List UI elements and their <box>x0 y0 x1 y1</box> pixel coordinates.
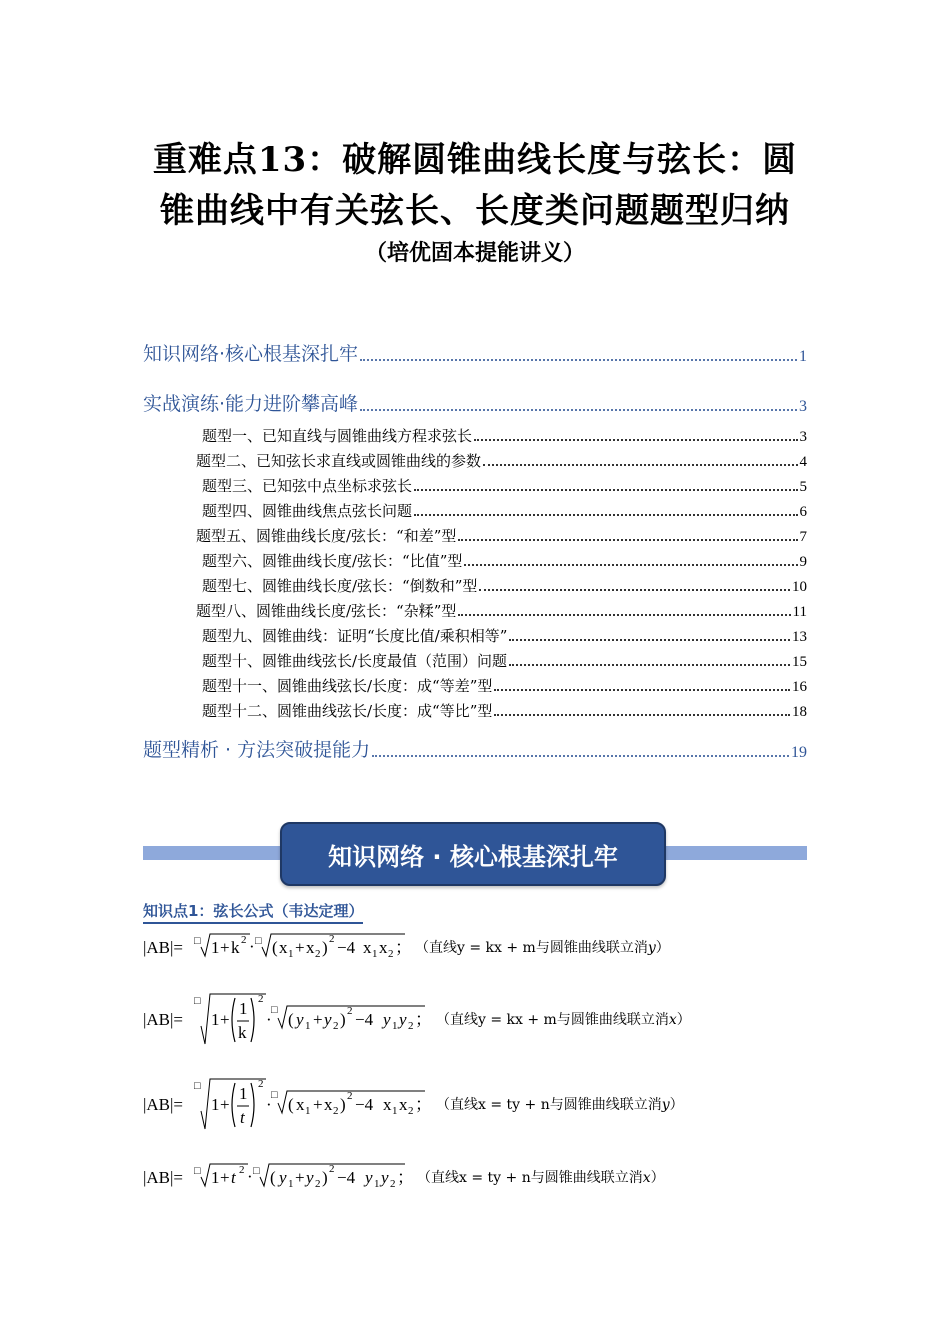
svg-text:x: x <box>306 938 315 957</box>
svg-text:−4: −4 <box>355 1010 374 1029</box>
svg-text:1: 1 <box>305 1105 311 1117</box>
svg-text:1: 1 <box>305 1020 311 1032</box>
toc-section-2[interactable] <box>143 388 807 416</box>
toc-item-label: 题型十二、圆锥曲线弦长/长度：成“等比”型 <box>202 702 493 720</box>
document-title-line1: 重难点13：破解圆锥曲线长度与弦长：圆 <box>152 140 798 180</box>
svg-text:+: + <box>295 938 305 957</box>
formula-4 <box>143 1160 807 1190</box>
toc-item-10[interactable] <box>202 649 807 671</box>
svg-text:k: k <box>231 938 240 957</box>
toc-section-label: 题型精析 · 方法突破提能力 <box>143 739 371 761</box>
svg-text:t: t <box>231 1168 236 1187</box>
svg-text:2: 2 <box>333 1105 339 1117</box>
svg-text:□: □ <box>194 935 201 947</box>
svg-text:（直线y = kx + m与圆锥曲线联立消x）: （直线y = kx + m与圆锥曲线联立消x） <box>436 1012 691 1028</box>
toc-page-number: 4 <box>799 454 807 470</box>
svg-text:+: + <box>313 1010 323 1029</box>
svg-text:□: □ <box>255 935 262 947</box>
svg-text:+: + <box>220 1010 230 1029</box>
formula-1 <box>143 930 807 960</box>
svg-text:): ) <box>322 938 328 957</box>
toc-item-1[interactable] <box>202 424 807 446</box>
svg-text:y: y <box>383 1010 391 1029</box>
svg-text:(: ( <box>272 938 278 957</box>
toc-item-label: 题型十一、圆锥曲线弦长/长度：成“等差”型 <box>202 677 493 695</box>
svg-text:+: + <box>220 938 230 957</box>
svg-text:；: ； <box>415 1095 432 1114</box>
toc-section-label: 实战演练·能力进阶攀高峰 <box>143 393 359 415</box>
svg-text:；: ； <box>397 1168 414 1187</box>
toc-page-number: 6 <box>799 504 807 520</box>
toc-item-2[interactable] <box>196 449 807 471</box>
svg-text:(: ( <box>270 1168 276 1187</box>
toc-page-number: 5 <box>799 479 807 495</box>
svg-text:x: x <box>279 938 288 957</box>
toc-page-number: 7 <box>799 529 807 545</box>
formula-1-svg <box>143 930 807 960</box>
toc-item-12[interactable] <box>202 699 807 721</box>
svg-text:+: + <box>220 1168 230 1187</box>
svg-text:(: ( <box>288 1095 294 1114</box>
svg-text:x: x <box>399 1095 408 1114</box>
toc-item-9[interactable] <box>202 624 807 646</box>
document-title-line2: 锥曲线中有关弦长、长度类问题题型归纳 <box>160 191 790 231</box>
toc-page-number: 3 <box>799 398 807 415</box>
banner-band-right <box>660 846 807 860</box>
svg-text:1: 1 <box>392 1105 398 1117</box>
svg-text:1: 1 <box>374 1178 380 1190</box>
svg-text:1: 1 <box>372 948 378 960</box>
knowledge-point-heading: 知识点1：弦长公式（韦达定理） <box>143 900 363 924</box>
svg-text:−4: −4 <box>355 1095 374 1114</box>
svg-text:·: · <box>249 937 255 956</box>
toc-item-label: 题型三、已知弦中点坐标求弦长 <box>202 477 413 495</box>
svg-text:；: ； <box>415 1010 432 1029</box>
svg-text:−4: −4 <box>337 1168 356 1187</box>
svg-text:2: 2 <box>315 948 321 960</box>
svg-text:y: y <box>279 1168 287 1187</box>
svg-text:2: 2 <box>408 1105 414 1117</box>
section-banner: 知识网络 · 核心根基深扎牢 <box>280 822 666 886</box>
toc-item-label: 题型一、已知直线与圆锥曲线方程求弦长 <box>202 427 473 445</box>
svg-text:（直线x = ty + n与圆锥曲线联立消y）: （直线x = ty + n与圆锥曲线联立消y） <box>436 1097 684 1113</box>
svg-text:2: 2 <box>241 934 247 946</box>
toc-page-number: 10 <box>792 579 807 595</box>
toc-page-number: 3 <box>799 429 807 445</box>
svg-text:2: 2 <box>239 1164 245 1176</box>
svg-text:2: 2 <box>347 1090 353 1102</box>
svg-text:+: + <box>313 1095 323 1114</box>
toc-page-number: 11 <box>792 604 807 620</box>
toc-item-6[interactable] <box>202 549 807 571</box>
formula-2 <box>143 990 807 1048</box>
svg-text:1: 1 <box>211 1095 220 1114</box>
svg-text:x: x <box>383 1095 392 1114</box>
svg-text:2: 2 <box>388 948 394 960</box>
svg-text:2: 2 <box>347 1005 353 1017</box>
svg-text:2: 2 <box>329 933 335 945</box>
toc-item-label: 题型五、圆锥曲线长度/弦长：“和差”型 <box>196 527 457 545</box>
svg-text:·: · <box>247 1167 253 1186</box>
toc-item-label: 题型十、圆锥曲线弦长/长度最值（范围）问题 <box>202 652 508 670</box>
svg-text:1: 1 <box>211 1010 220 1029</box>
svg-text:1: 1 <box>288 1178 294 1190</box>
svg-text:2: 2 <box>258 1078 264 1090</box>
toc-item-7[interactable] <box>202 574 807 596</box>
svg-text:): ) <box>340 1010 346 1029</box>
svg-text:1: 1 <box>239 1084 248 1103</box>
toc-item-label: 题型八、圆锥曲线长度/弦长：“杂糅”型 <box>196 602 457 620</box>
svg-text:+: + <box>295 1168 305 1187</box>
svg-text:□: □ <box>253 1165 260 1177</box>
svg-text:|AB|=: |AB|= <box>143 938 184 957</box>
svg-text:+: + <box>220 1095 230 1114</box>
svg-text:（直线y = kx + m与圆锥曲线联立消y）: （直线y = kx + m与圆锥曲线联立消y） <box>415 940 670 956</box>
svg-text:2: 2 <box>315 1178 321 1190</box>
toc-item-label: 题型九、圆锥曲线：证明“长度比值/乘积相等” <box>202 627 508 645</box>
toc-page-number: 13 <box>792 629 807 645</box>
svg-text:2: 2 <box>329 1163 335 1175</box>
toc-item-11[interactable] <box>202 674 807 696</box>
svg-text:(: ( <box>288 1010 294 1029</box>
svg-text:1: 1 <box>288 948 294 960</box>
svg-text:y: y <box>381 1168 389 1187</box>
svg-text:（直线x = ty + n与圆锥曲线联立消x）: （直线x = ty + n与圆锥曲线联立消x） <box>417 1170 665 1186</box>
banner-band-left <box>143 846 283 860</box>
svg-text:−4: −4 <box>337 938 356 957</box>
toc-item-5[interactable] <box>196 524 807 546</box>
toc-item-label: 题型四、圆锥曲线焦点弦长问题 <box>202 502 413 520</box>
svg-text:y: y <box>399 1010 407 1029</box>
svg-text:y: y <box>365 1168 373 1187</box>
svg-text:2: 2 <box>333 1020 339 1032</box>
svg-text:y: y <box>296 1010 304 1029</box>
svg-text:|AB|=: |AB|= <box>143 1168 184 1187</box>
toc-item-4[interactable] <box>202 499 807 521</box>
svg-text:□: □ <box>194 1080 201 1092</box>
toc-item-label: 题型七、圆锥曲线长度/弦长：“倒数和”型 <box>202 577 478 595</box>
svg-text:□: □ <box>194 995 201 1007</box>
svg-text:x: x <box>379 938 388 957</box>
svg-text:□: □ <box>271 1089 278 1101</box>
svg-text:2: 2 <box>390 1178 396 1190</box>
toc-section-label: 知识网络·核心根基深扎牢 <box>143 343 359 365</box>
toc-item-8[interactable] <box>196 599 807 621</box>
svg-text:|AB|=: |AB|= <box>143 1010 184 1029</box>
svg-text:x: x <box>296 1095 305 1114</box>
formula-4-svg <box>143 1160 807 1190</box>
toc-section-1[interactable] <box>143 338 807 366</box>
svg-text:y: y <box>324 1010 332 1029</box>
toc-item-3[interactable] <box>202 474 807 496</box>
svg-text:2: 2 <box>408 1020 414 1032</box>
formula-3-svg <box>143 1075 807 1133</box>
svg-text:k: k <box>238 1023 247 1042</box>
svg-text:x: x <box>324 1095 333 1114</box>
svg-text:t: t <box>240 1108 245 1127</box>
svg-text:；: ； <box>395 938 412 957</box>
svg-text:x: x <box>363 938 372 957</box>
toc-section-3[interactable] <box>143 734 807 762</box>
svg-text:): ) <box>340 1095 346 1114</box>
formula-2-svg <box>143 990 807 1048</box>
document-subtitle: （培优固本提能讲义） <box>364 240 585 266</box>
svg-text:1: 1 <box>211 938 220 957</box>
toc-page-number: 1 <box>799 348 807 365</box>
svg-text:|AB|=: |AB|= <box>143 1095 184 1114</box>
svg-text:1: 1 <box>392 1020 398 1032</box>
svg-text:y: y <box>306 1168 314 1187</box>
toc-page-number: 9 <box>799 554 807 570</box>
toc-page-number: 16 <box>792 679 807 695</box>
svg-text:□: □ <box>271 1004 278 1016</box>
formula-3 <box>143 1075 807 1133</box>
toc-page-number: 19 <box>791 744 807 761</box>
svg-text:): ) <box>322 1168 328 1187</box>
svg-text:1: 1 <box>239 999 248 1018</box>
toc-page-number: 18 <box>792 704 807 720</box>
toc-item-label: 题型二、已知弦长求直线或圆锥曲线的参数 <box>196 452 482 470</box>
toc-item-label: 题型六、圆锥曲线长度/弦长：“比值”型 <box>202 552 463 570</box>
svg-text:2: 2 <box>258 993 264 1005</box>
toc-page-number: 15 <box>792 654 807 670</box>
svg-text:□: □ <box>194 1165 201 1177</box>
svg-text:·: · <box>266 1010 272 1029</box>
svg-text:·: · <box>266 1095 272 1114</box>
svg-text:1: 1 <box>211 1168 220 1187</box>
